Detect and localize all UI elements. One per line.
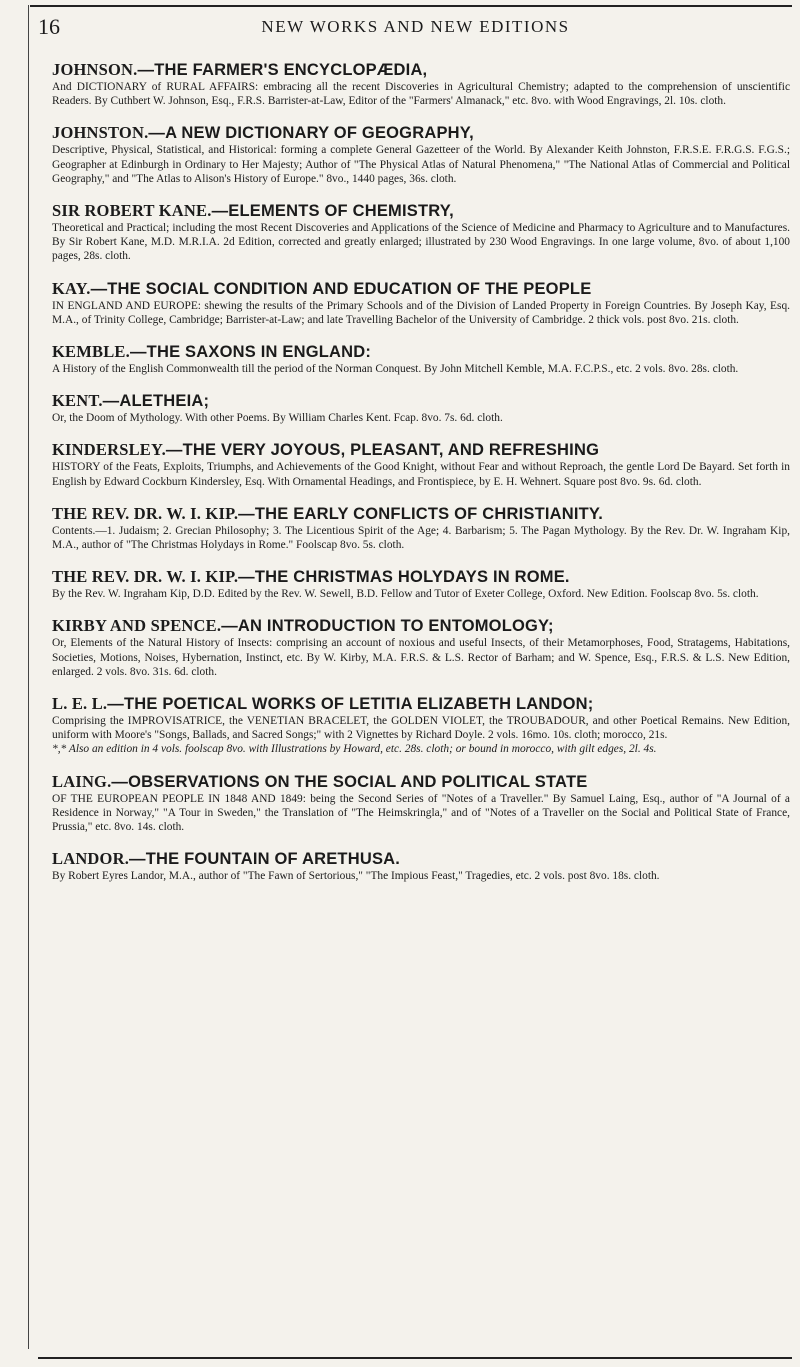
entry-heading: [52, 342, 790, 362]
catalogue-entry: [52, 504, 790, 552]
entry-title: —THE POETICAL WORKS OF LETITIA ELIZABETH LANDON;: [107, 695, 594, 714]
top-rule: [30, 5, 792, 7]
left-margin-rule: [28, 5, 29, 1349]
entry-heading: [52, 772, 790, 792]
catalogue-entries: [52, 60, 790, 898]
entry-heading: [52, 279, 790, 299]
entry-title: —THE VERY JOYOUS, PLEASANT, AND REFRESHING: [165, 441, 600, 460]
entry-description: By the Rev. W. Ingraham Kip, D.D. Edited by the Rev. W. Sewell, B.D. Fellow and Tutor of Exeter College, Oxford. New Edition. Foolscap 8vo. 5s. cloth.: [52, 588, 759, 601]
entry-description: Or, Elements of the Natural History of Insects: comprising an account of noxious and useful Insects, of their Metamorphoses, Food, Stratagems, Habitations, Societies, Motions, Noises, Hybernation, Instinct, etc. By W. Kirby, M.A. F.R.S. & L.S. Rector of Barham; and W. Spence, Esq., F.R.S. & L.S. New Edition, enlarged. 2 vols. 8vo. 31s. 6d. cloth.: [52, 637, 790, 678]
entry-description: A History of the English Commonwealth till the period of the Norman Conquest. By John Mitchell Kemble, M.A. F.C.P.S., etc. 2 vols. 8vo. 28s. cloth.: [52, 363, 739, 376]
entry-description: IN ENGLAND AND EUROPE: shewing the results of the Primary Schools and of the Division of Landed Property in Foreign Countries. By Joseph Kay, Esq. M.A., of Trinity College, Cambridge; Barrister-at-Law; and late Travelling Bachelor of the University of Cambridge. 2 thick vols. post 8vo. 21s. cloth.: [52, 299, 790, 326]
entry-title: —OBSERVATIONS ON THE SOCIAL AND POLITICAL STATE: [111, 772, 588, 791]
entry-heading: [52, 201, 790, 221]
entry-description: By Robert Eyres Landor, M.A., author of "The Fawn of Sertorious," "The Impious Feast," Tragedies, etc. 2 vols. post 8vo. 18s. cloth.: [52, 870, 660, 883]
catalogue-entry: [52, 567, 790, 601]
entry-author: LANDOR.: [52, 849, 130, 869]
entry-title: —ALETHEIA;: [102, 392, 210, 411]
entry-author: KENT.: [52, 391, 103, 411]
catalogue-entry: [52, 279, 790, 327]
entry-heading: [52, 123, 790, 143]
entry-title: —THE FARMER'S ENCYCLOPÆDIA,: [137, 61, 428, 79]
entry-title: —THE EARLY CONFLICTS OF CHRISTIANITY.: [238, 504, 604, 523]
entry-heading: [52, 567, 790, 587]
entry-author: THE REV. DR. W. I. KIP.: [52, 567, 239, 587]
entry-description: Or, the Doom of Mythology. With other Poems. By William Charles Kent. Fcap. 8vo. 7s. 6d. cloth.: [52, 412, 503, 425]
entry-author: KEMBLE.: [52, 342, 130, 362]
entry-author: KIRBY AND SPENCE.: [52, 616, 222, 636]
entry-heading: [52, 616, 790, 636]
entry-title: —A NEW DICTIONARY OF GEOGRAPHY,: [148, 124, 474, 143]
entry-author: KAY.: [52, 278, 91, 298]
entry-author: L. E. L.: [52, 694, 108, 714]
entry-title: —THE CHRISTMAS HOLYDAYS IN ROME.: [238, 568, 570, 587]
entry-description: OF THE EUROPEAN PEOPLE IN 1848 AND 1849: being the Second Series of "Notes of a Traveller." By Samuel Laing, Esq., author of "A Journal of a Residence in Norway," "A Tour in Sweden," the Translation of "The Heimskringla," and of "Notes of a Traveller on the Social and Political State of France, Prussia," etc. 8vo. 14s. cloth.: [52, 792, 790, 834]
entry-description: Descriptive, Physical, Statistical, and Historical: forming a complete General Gazetteer of the World. By Alexander Keith Johnston, F.R.S.E. F.R.G.S. F.G.S.; Geographer at Edinburgh in Ordinary to Her Majesty; Author of "The Physical Atlas of Natural Phenomena," "The National Atlas of Commercial and Political Geography," and "The Atlas to Alison's History of Europe." 8vo., 1440 pages, 36s. cloth.: [52, 144, 790, 185]
entry-author: JOHNSTON.: [52, 123, 149, 143]
catalogue-entry: [52, 694, 790, 757]
catalogue-entry: [52, 440, 790, 488]
catalogue-entry: [52, 616, 790, 679]
catalogue-entry: [52, 342, 790, 376]
entry-author: JOHNSON.: [52, 60, 138, 79]
catalogue-entry: [52, 391, 790, 425]
entry-title: —AN INTRODUCTION TO ENTOMOLOGY;: [221, 617, 554, 636]
entry-title: —THE SOCIAL CONDITION AND EDUCATION OF THE PEOPLE: [90, 279, 592, 298]
catalogue-entry: [52, 123, 790, 186]
catalogue-entry: [52, 849, 790, 883]
entry-heading: [52, 60, 790, 80]
entry-description: Theoretical and Practical; including the most Recent Discoveries and Applications of the Science of Medicine and Pharmacy to Agriculture and to Manufactures. By Sir Robert Kane, M.D. M.R.I.A. 2d Edition, corrected and greatly enlarged; illustrated by 230 Wood Engravings. In one large volume, 8vo. of about 1,100 pages, 28s. cloth.: [52, 222, 790, 263]
entry-description: Comprising the IMPROVISATRICE, the VENETIAN BRACELET, the GOLDEN VIOLET, the TROUBADOUR, and other Poetical Remains. New Edition, uniform with Moore's "Songs, Ballads, and Sacred Songs;" with 2 Vignettes by Richard Doyle. 2 vols. 16mo. 10s. cloth; morocco, 21s.: [52, 715, 790, 742]
entry-note: *,* Also an edition in 4 vols. foolscap 8vo. with Illustrations by Howard, etc. 28s. cloth; or bound in morocco, with gilt edges, 2l. 4s.: [52, 743, 657, 756]
catalogue-entry: [52, 772, 790, 835]
entry-description: Contents.—1. Judaism; 2. Grecian Philosophy; 3. The Licentious Spirit of the Age; 4. Barbarism; 5. The Pagan Mythology. By the Rev. Dr. W. Ingraham Kip, M.A., author of "The Christmas Holydays in Rome." Foolscap 8vo. 5s. cloth.: [52, 524, 790, 552]
entry-title: —THE FOUNTAIN OF ARETHUSA.: [129, 850, 401, 869]
entry-author: KINDERSLEY.: [52, 440, 166, 460]
entry-author: SIR ROBERT KANE.: [52, 201, 212, 221]
entry-title: —THE SAXONS IN ENGLAND:: [129, 343, 372, 362]
bottom-rule: [38, 1357, 792, 1359]
page-header: [38, 14, 793, 44]
entry-description: And DICTIONARY of RURAL AFFAIRS: embracing all the recent Discoveries in Agricultural Chemistry; adapted to the comprehension of unscientific Readers. By Cuthbert W. Johnson, Esq., F.R.S. Barrister-at-Law, Editor of the "Farmers' Almanack," etc. 8vo. with Wood Engravings, 2l. 10s. cloth.: [52, 81, 790, 108]
entry-heading: [52, 440, 790, 460]
running-head: NEW WORKS AND NEW EDITIONS: [261, 17, 570, 36]
entry-author: THE REV. DR. W. I. KIP.: [52, 503, 239, 523]
entry-heading: [52, 694, 790, 714]
catalogue-entry: [52, 60, 790, 108]
page-number: 16: [38, 14, 60, 39]
entry-title: —ELEMENTS OF CHEMISTRY,: [211, 202, 454, 221]
entry-description: HISTORY of the Feats, Exploits, Triumphs, and Achievements of the Good Knight, without Fear and without Reproach, the gentle Lord De Bayard. Set forth in English by Edward Cockburn Kindersley, Esq. With Ornamental Headings, and Frontispiece, by E. H. Wehnert. Square post 8vo. 9s. 6d. cloth.: [52, 461, 790, 488]
entry-heading: [52, 504, 790, 524]
entry-author: LAING.: [52, 771, 112, 791]
entry-heading: [52, 391, 790, 411]
entry-heading: [52, 849, 790, 869]
catalogue-entry: [52, 201, 790, 264]
